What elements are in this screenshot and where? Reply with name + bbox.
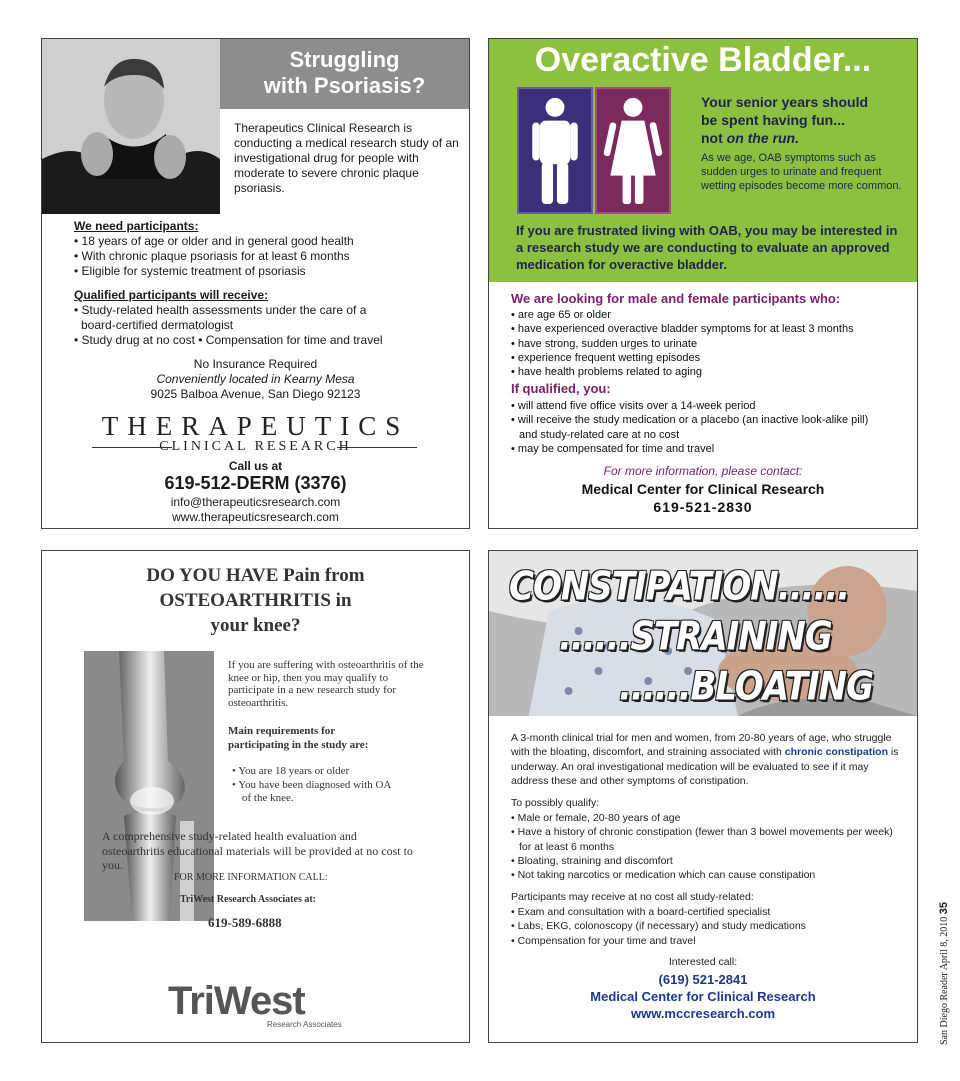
need-item: • With chronic plaque psoriasis for at least 6 months bbox=[74, 249, 350, 263]
man-portrait-photo bbox=[42, 39, 220, 214]
osteoarthritis-ad bbox=[41, 550, 470, 1043]
page-number: 35 bbox=[938, 901, 950, 915]
triwest-logo-sub: Research Associates bbox=[267, 1020, 342, 1029]
need-heading: We need participants: bbox=[74, 219, 199, 233]
oab-qualified-heading: If qualified, you: bbox=[511, 381, 611, 396]
receive-heading: Participants may receive at no cost all study-related: bbox=[511, 891, 754, 903]
interested-label: Interested call: bbox=[668, 956, 738, 968]
list-item: • Labs, EKG, colonoscopy (if necessary) and study medications bbox=[511, 920, 806, 933]
list-item: • You are 18 years or older bbox=[232, 765, 350, 777]
osteo-title: DO YOU HAVE Pain from OSTEOARTHRITIS in your knee? bbox=[146, 565, 365, 636]
qualify-list bbox=[511, 811, 906, 882]
psoriasis-intro: Therapeutics Clinical Research is conducting a medical research study of an investigational drug for people with moderate to severe chronic plaque psoriasis. bbox=[234, 121, 459, 195]
publication-caption: San Diego Reader April 8, 2010 bbox=[939, 916, 950, 1045]
list-item: • experience frequent wetting episodes bbox=[511, 351, 701, 364]
bloating-title: ......BLOATING bbox=[619, 664, 874, 710]
list-item: for at least 6 months bbox=[519, 840, 615, 853]
receive-item: • Study-related health assessments under the care of a bbox=[74, 303, 367, 317]
woman-restroom-icon bbox=[595, 87, 671, 214]
oab-fun-text: Your senior years should be spent having fun... not on the run. bbox=[701, 94, 869, 146]
osteo-org: TriWest Research Associates at: bbox=[180, 894, 316, 905]
list-item: • will attend five office visits over a 14-week period bbox=[511, 400, 756, 412]
therapeutics-logo-sub: CLINICAL RESEARCH bbox=[159, 439, 352, 454]
osteo-comprehensive: A comprehensive study-related health evaluation and osteoarthritis educational materials will be provided at no cost to you. bbox=[102, 829, 413, 872]
need-item: • Eligible for systemic treatment of psoriasis bbox=[74, 264, 306, 278]
oab-benefits-list bbox=[511, 399, 906, 456]
constipation-intro: A 3-month clinical trial for men and women, from 20-80 years of age, who struggle with the bloating, discomfort, and straining associated with chronic constipation is underway. An oral investigational medication will be evaluated to see if it may address these and other symptoms of constipation. bbox=[511, 732, 899, 787]
list-item: and study-related care at no cost bbox=[519, 428, 680, 441]
oab-title: Overactive Bladder... bbox=[534, 41, 872, 79]
list-item: • Male or female, 20-80 years of age bbox=[511, 812, 681, 824]
receive-list bbox=[511, 905, 906, 948]
triwest-logo: TriWest bbox=[168, 979, 305, 1023]
psoriasis-headline: Struggling with Psoriasis? bbox=[220, 39, 469, 109]
constipation-website[interactable]: www.mccresearch.com bbox=[630, 1006, 776, 1021]
oab-frustrated-text: If you are frustrated living with OAB, you may be interested in a research study we are conducting to evaluate an approved medication for overactive bladder. bbox=[516, 223, 898, 272]
therapeutics-logo: THERAPEUTICS bbox=[101, 411, 410, 441]
oab-looking-heading: We are looking for male and female participants who: bbox=[511, 291, 841, 306]
receive-heading: Qualified participants will receive: bbox=[74, 288, 269, 302]
osteo-intro: If you are suffering with osteoarthritis of the knee or hip, then you may qualify to participate in a new research study for osteoarthritis. bbox=[228, 659, 424, 709]
list-item: • have strong, sudden urges to urinate bbox=[511, 337, 698, 350]
psoriasis-email[interactable]: info@therapeuticsresearch.com bbox=[170, 495, 341, 509]
osteo-phone[interactable]: 619-589-6888 bbox=[208, 915, 282, 930]
constipation-phone[interactable]: (619) 521-2841 bbox=[658, 972, 748, 987]
list-item: • You have been diagnosed with OA bbox=[232, 778, 392, 791]
constipation-center: Medical Center for Clinical Research bbox=[590, 989, 816, 1004]
man-restroom-icon bbox=[517, 87, 593, 214]
receive-item: • Study drug at no cost • Compensation for time and travel bbox=[74, 333, 383, 347]
psoriasis-website[interactable]: www.therapeuticsresearch.com bbox=[172, 510, 339, 524]
list-item: • Compensation for your time and travel bbox=[511, 934, 696, 947]
list-item: • Not taking narcotics or medication which can cause constipation bbox=[511, 869, 816, 882]
psoriasis-contact bbox=[42, 495, 469, 525]
oab-more-info: For more information, please contact: bbox=[603, 464, 803, 478]
page-caption bbox=[938, 902, 950, 1045]
constipation-title: CONSTIPATION...... bbox=[509, 564, 850, 610]
straining-title: ......STRAINING bbox=[559, 614, 832, 660]
psoriasis-location: No Insurance Required Conveniently located in Kearny Mesa 9025 Balboa Avenue, San Diego 92123 bbox=[150, 357, 361, 401]
list-item: • are age 65 or older bbox=[511, 309, 611, 321]
osteo-requirements-heading: Main requirements for participating in the study are: bbox=[228, 725, 369, 751]
oab-ad bbox=[488, 38, 918, 529]
list-item: • will receive the study medication or a placebo (an inactive look-alike pill) bbox=[511, 414, 869, 427]
list-item: • may be compensated for time and travel bbox=[511, 442, 715, 455]
oab-phone[interactable]: 619-521-2830 bbox=[653, 499, 753, 515]
psoriasis-ad bbox=[41, 38, 470, 529]
osteo-requirements-list bbox=[232, 765, 432, 806]
call-label: Call us at bbox=[228, 459, 283, 473]
list-item: • have health problems related to aging bbox=[511, 366, 702, 379]
psoriasis-requirements bbox=[74, 219, 454, 348]
receive-item: board-certified dermatologist bbox=[81, 318, 234, 332]
constipation-ad bbox=[488, 550, 918, 1043]
list-item: of the knee. bbox=[242, 792, 294, 804]
list-item: • Exam and consultation with a board-certified specialist bbox=[511, 906, 771, 918]
osteo-call-label: FOR MORE INFORMATION CALL: bbox=[174, 872, 328, 883]
list-item: • have experienced overactive bladder symptoms for at least 3 months bbox=[511, 323, 854, 336]
oab-age-text: As we age, OAB symptoms such as sudden urges to urinate and frequent wetting episodes become more common. bbox=[701, 152, 902, 192]
psoriasis-phone[interactable]: 619-512-DERM (3376) bbox=[164, 473, 347, 493]
oab-criteria-list bbox=[511, 308, 906, 379]
list-item: • Have a history of chronic constipation (fewer than 3 bowel movements per week) bbox=[511, 826, 893, 839]
need-item: • 18 years of age or older and in general good health bbox=[74, 234, 354, 248]
list-item: • Bloating, straining and discomfort bbox=[511, 854, 673, 867]
oab-center-name: Medical Center for Clinical Research bbox=[581, 481, 825, 497]
qualify-heading: To possibly qualify: bbox=[511, 797, 600, 809]
